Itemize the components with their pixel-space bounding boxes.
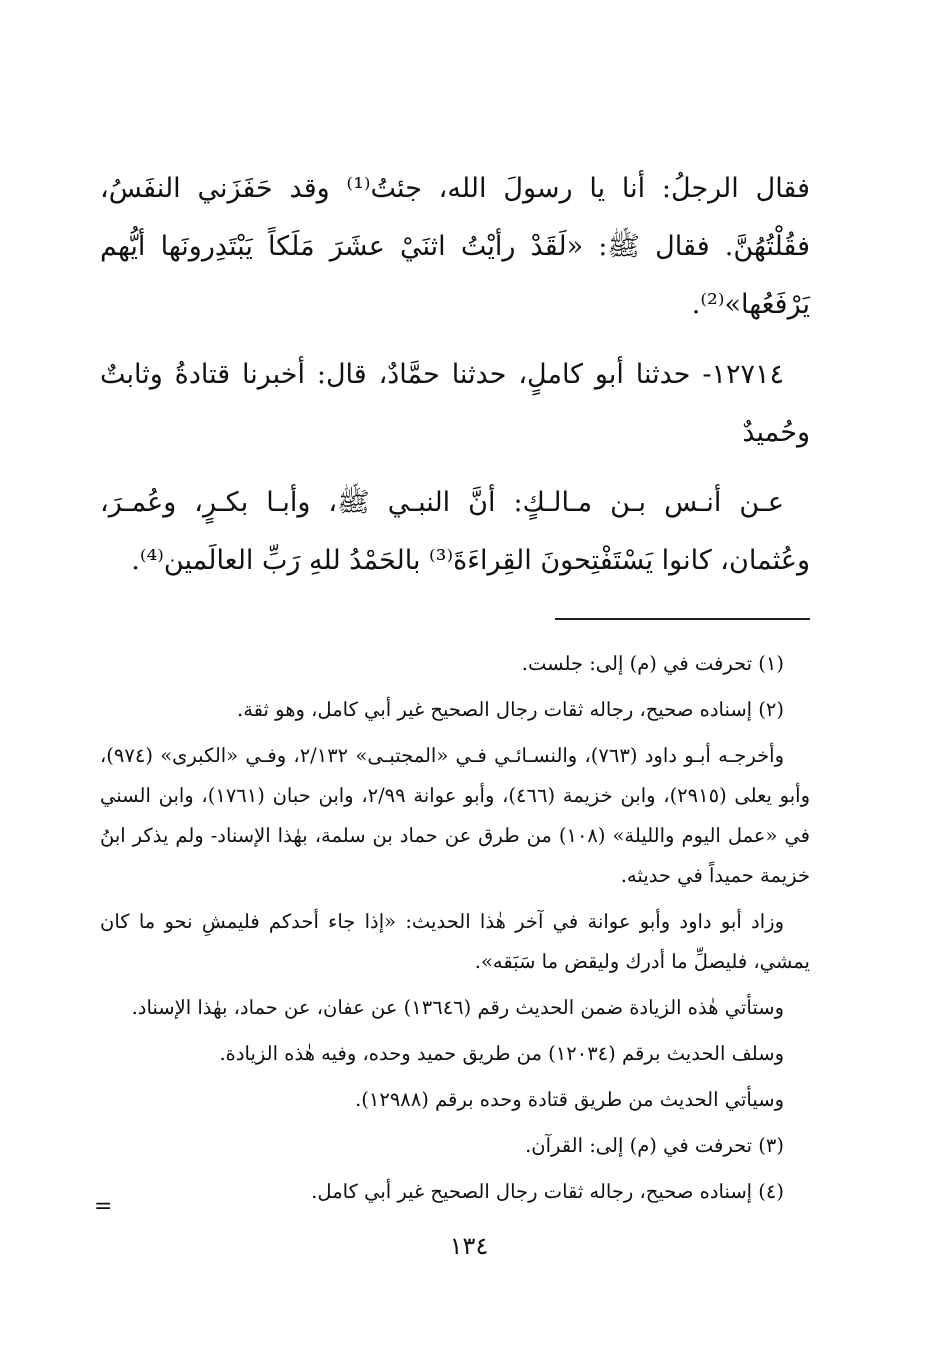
footnote-2-forthcoming: وستأتي هٰذه الزيادة ضمن الحديث رقم (١٣٦٤٦) عن عفان، عن حماد، بهٰذا الإسناد. (131, 996, 784, 1019)
page-body (100, 160, 810, 1218)
footnote-3: (٣) تحرفت في (م) إلى: القرآن. (525, 1134, 784, 1157)
main-text (100, 160, 810, 590)
footnote-2-qatada: وسيأتي الحديث من طريق قتادة وحده برقم (١٢٩٨٨). (355, 1088, 784, 1111)
page-number: ١٣٤ (449, 1232, 489, 1260)
hadith-text-continuation: فقال الرجلُ: أنا يا رسولَ الله، جئتُ⁽¹⁾ وقد حَفَزَني النفَسُ، فقُلْتُهُنَّ. فقال ﷺ: «لَقَدْ رأيْتُ اثنَيْ عشَرَ مَلَكاً يَبْتَدِرونَها أيُّهم يَرْفَعُها»⁽²⁾. (100, 173, 810, 320)
footnote-4: (٤) إسناده صحيح، رجاله ثقات رجال الصحيح غير أبي كامل. (311, 1180, 784, 1203)
continuation-mark: = (94, 1194, 113, 1219)
footnote-2-addition: وزاد أبو داود وأبو عوانة في آخر هٰذا الحديث: «إذا جاء أحدكم فليمشِ نحو ما كان يمشي، فليصلِّ ما أدرك وليقض ما سَبَقه». (100, 910, 810, 973)
footnote-divider (555, 618, 810, 620)
footnote-2: (٢) إسناده صحيح، رجاله ثقات رجال الصحيح غير أبي كامل، وهو ثقة. (237, 698, 784, 721)
hadith-isnad: ١٢٧١٤- حدثنا أبو كاملٍ، حدثنا حمَّادٌ، قال: أخبرنا قتادةُ وثابتٌ وحُميدٌ (100, 359, 810, 448)
footnote-2-previous: وسلف الحديث برقم (١٢٠٣٤) من طريق حميد وحده، وفيه هٰذه الزيادة. (219, 1042, 784, 1065)
footnote-1: (١) تحرفت في (م) إلى: جلست. (521, 652, 784, 675)
hadith-matn: عـن أنـس بـن مـالـكٍ: أنَّ النبـي ﷺ، وأبـا بكـرٍ، وعُمـرَ، وعُثمان، كانوا يَسْتَفْتِحونَ القِراءَةَ⁽³⁾ بالحَمْدُ للهِ رَبِّ العالَمين⁽⁴⁾. (100, 487, 810, 576)
footnote-2-sources: وأخرجـه أبـو داود (٧٦٣)، والنسـائـي فـي «المجتبـى» ٢/١٣٢، وفـي «الكبرى» (٩٧٤)، وأبو يعلى (٢٩١٥)، وابن خزيمة (٤٦٦)، وأبو عوانة ٢/٩٩، وابن حبان (١٧٦١)، وابن السني في «عمل اليوم والليلة» (١٠٨) من طرق عن حماد بن سلمة، بهٰذا الإسناد- ولم يذكر ابنُ خزيمة حميداً في حديثه. (100, 744, 810, 887)
footnotes (100, 644, 810, 1212)
